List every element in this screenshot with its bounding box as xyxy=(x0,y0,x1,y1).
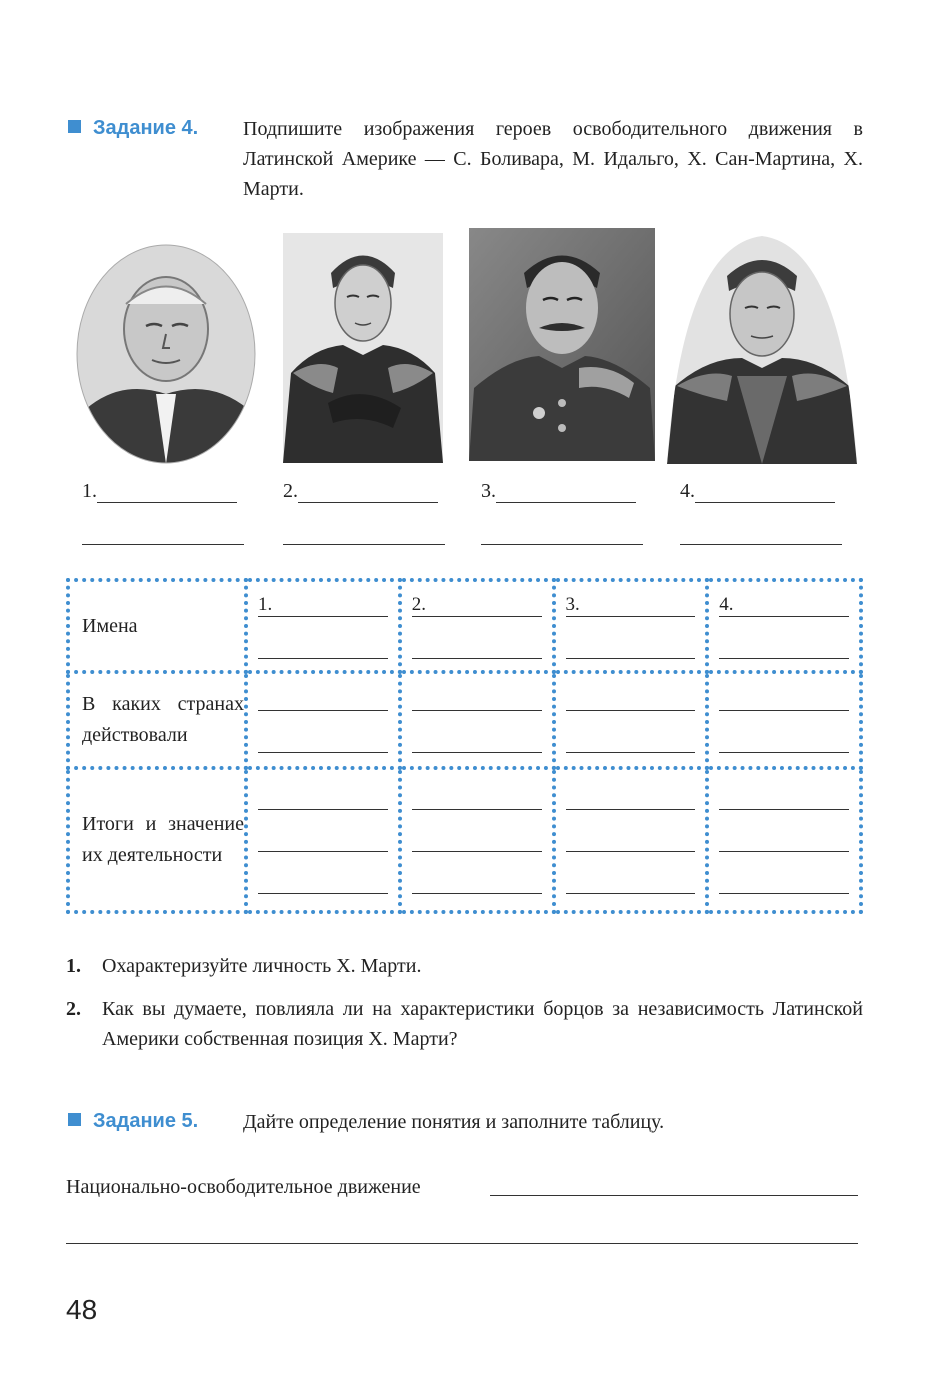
portrait-4 xyxy=(667,236,857,464)
table-cell[interactable] xyxy=(246,672,400,768)
task5-text: Дайте определение понятия и заполните таблицу. xyxy=(243,1111,665,1133)
term-label: Национально-освободительное движение xyxy=(66,1176,421,1198)
row-header-names: Имена xyxy=(68,580,246,672)
answer-line[interactable] xyxy=(82,524,244,545)
answer-line[interactable] xyxy=(97,482,237,503)
row-header-results: Итоги и значение их деятельности xyxy=(68,768,246,912)
table-cell[interactable] xyxy=(246,768,400,912)
table-cell[interactable]: 1. xyxy=(246,580,400,672)
table-row xyxy=(68,580,861,672)
definition-line[interactable] xyxy=(66,1222,858,1244)
table-cell[interactable] xyxy=(554,768,708,912)
table-cell[interactable] xyxy=(400,768,554,912)
table-row xyxy=(68,672,861,768)
table-cell[interactable] xyxy=(707,768,861,912)
task4-text: Подпишите изображения героев освободительного движения в Латинской Америке — С. Боливара, М. Идальго, Х. Сан-Мартина, Х. Марти. xyxy=(243,118,863,200)
portrait-1 xyxy=(76,244,257,464)
table-cell[interactable]: 2. xyxy=(400,580,554,672)
engraved-portrait-man-epaulettes-icon xyxy=(283,233,443,463)
portrait-2 xyxy=(283,233,443,463)
portrait-label-2: 2. xyxy=(283,480,438,503)
portrait-3 xyxy=(469,228,655,461)
square-bullet-icon xyxy=(68,120,81,133)
table-cell[interactable] xyxy=(400,672,554,768)
photo-portrait-man-mustache-uniform-icon xyxy=(469,228,655,461)
answer-line[interactable] xyxy=(298,482,438,503)
answer-line[interactable] xyxy=(680,524,842,545)
question-2: 2. Как вы думаете, повлияла ли на характеристики борцов за независимость Латинской Америки собственная позиция Х. Марти? xyxy=(66,998,863,1050)
definition-line[interactable] xyxy=(490,1174,858,1196)
portrait-label-1: 1. xyxy=(82,480,237,503)
portrait-label-3: 3. xyxy=(481,480,636,503)
table-cell[interactable] xyxy=(707,672,861,768)
answer-line[interactable] xyxy=(695,482,835,503)
table-cell[interactable]: 3. xyxy=(554,580,708,672)
task5-heading: Задание 5. xyxy=(68,1110,198,1133)
task4-heading: Задание 4. xyxy=(68,117,198,140)
answer-line[interactable] xyxy=(481,524,643,545)
question-1: 1. Охарактеризуйте личность Х. Марти. xyxy=(66,955,422,977)
portrait-label-4: 4. xyxy=(680,480,835,503)
answer-line[interactable] xyxy=(283,524,445,545)
oval-engraved-portrait-elderly-man-icon xyxy=(76,244,257,464)
table-row xyxy=(68,768,861,912)
row-header-countries: В каких странах действовали xyxy=(68,672,246,768)
page-number: 48 xyxy=(66,1294,98,1325)
square-bullet-icon xyxy=(68,1113,81,1126)
table-cell[interactable]: 4. xyxy=(707,580,861,672)
answer-line[interactable] xyxy=(496,482,636,503)
engraved-portrait-man-embroidered-uniform-icon xyxy=(667,236,857,464)
table-cell[interactable] xyxy=(554,672,708,768)
heroes-table xyxy=(66,578,863,914)
